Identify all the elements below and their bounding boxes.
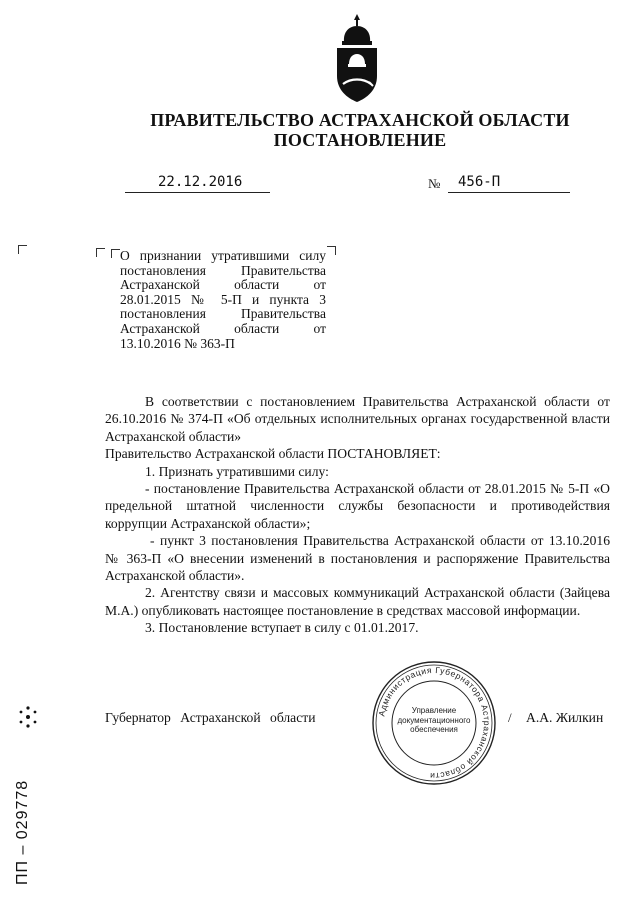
document-number: 456-П — [458, 174, 501, 190]
corner-mark-icon — [111, 249, 120, 258]
coat-of-arms-icon — [331, 12, 383, 104]
stamp-line: Управление — [411, 706, 457, 715]
stamp-center-text — [393, 706, 475, 735]
document-date: 22.12.2016 — [158, 174, 243, 190]
body-paragraph: В соответствии с постановлением Правительства Астраханской области от 26.10.2016 № 374-П «Об отдельных исполнительных органах государственной власти Астраханской области» — [105, 394, 610, 444]
corner-mark-icon — [96, 248, 105, 257]
signature-mark: / — [508, 710, 512, 725]
side-registration-code: ПП – 029778 — [14, 779, 31, 885]
body-paragraph: 3. Постановление вступает в силу с 01.01.2017. — [145, 620, 419, 636]
signatory-name: А.А. Жилкин — [526, 710, 604, 725]
document-subject: О признании утратившими силу постановления Правительства Астраханской области от 28.01.2015 № 5-П и пункта 3 постановления Правительства Астраханской области от 13.10.2016 № 363-П — [120, 248, 326, 351]
number-sign: № — [428, 176, 441, 191]
stamp-ring-text: Администрация Губернатора Астраханской области — [376, 664, 493, 782]
signatory-position: Губернатор Астраханской области — [105, 710, 316, 725]
stamp-line: документационного — [397, 715, 471, 725]
body-paragraph: 2. Агентству связи и массовых коммуникаций Астраханской области (Зайцева М.А.) опубликовать настоящее постановление в средствах массовой информации. — [105, 585, 610, 618]
document-type: ПОСТАНОВЛЕНИЕ — [273, 130, 447, 150]
body-paragraph: - пункт 3 постановления Правительства Астраханской области от 13.10.2016 № 363-П «О внесении изменений в постановления и распоряжение Правительства Астраханской области». — [105, 533, 610, 584]
body-paragraph: Правительство Астраханской области ПОСТАНОВЛЯЕТ: — [105, 446, 441, 462]
corner-mark-icon — [327, 246, 336, 255]
corner-mark-icon — [18, 245, 27, 254]
body-paragraph: 1. Признать утратившими силу: — [145, 463, 329, 479]
authority-title: ПРАВИТЕЛЬСТВО АСТРАХАНСКОЙ ОБЛАСТИ — [150, 110, 570, 130]
stamp-line: обеспечения — [410, 725, 458, 734]
body-paragraph: - постановление Правительства Астраханской области от 28.01.2015 № 5-П «О предельной штатной численности службы безопасности и противодействия коррупции Астраханской области»; — [105, 481, 610, 531]
document-body — [105, 393, 610, 637]
star-ornament-icon — [18, 703, 38, 731]
